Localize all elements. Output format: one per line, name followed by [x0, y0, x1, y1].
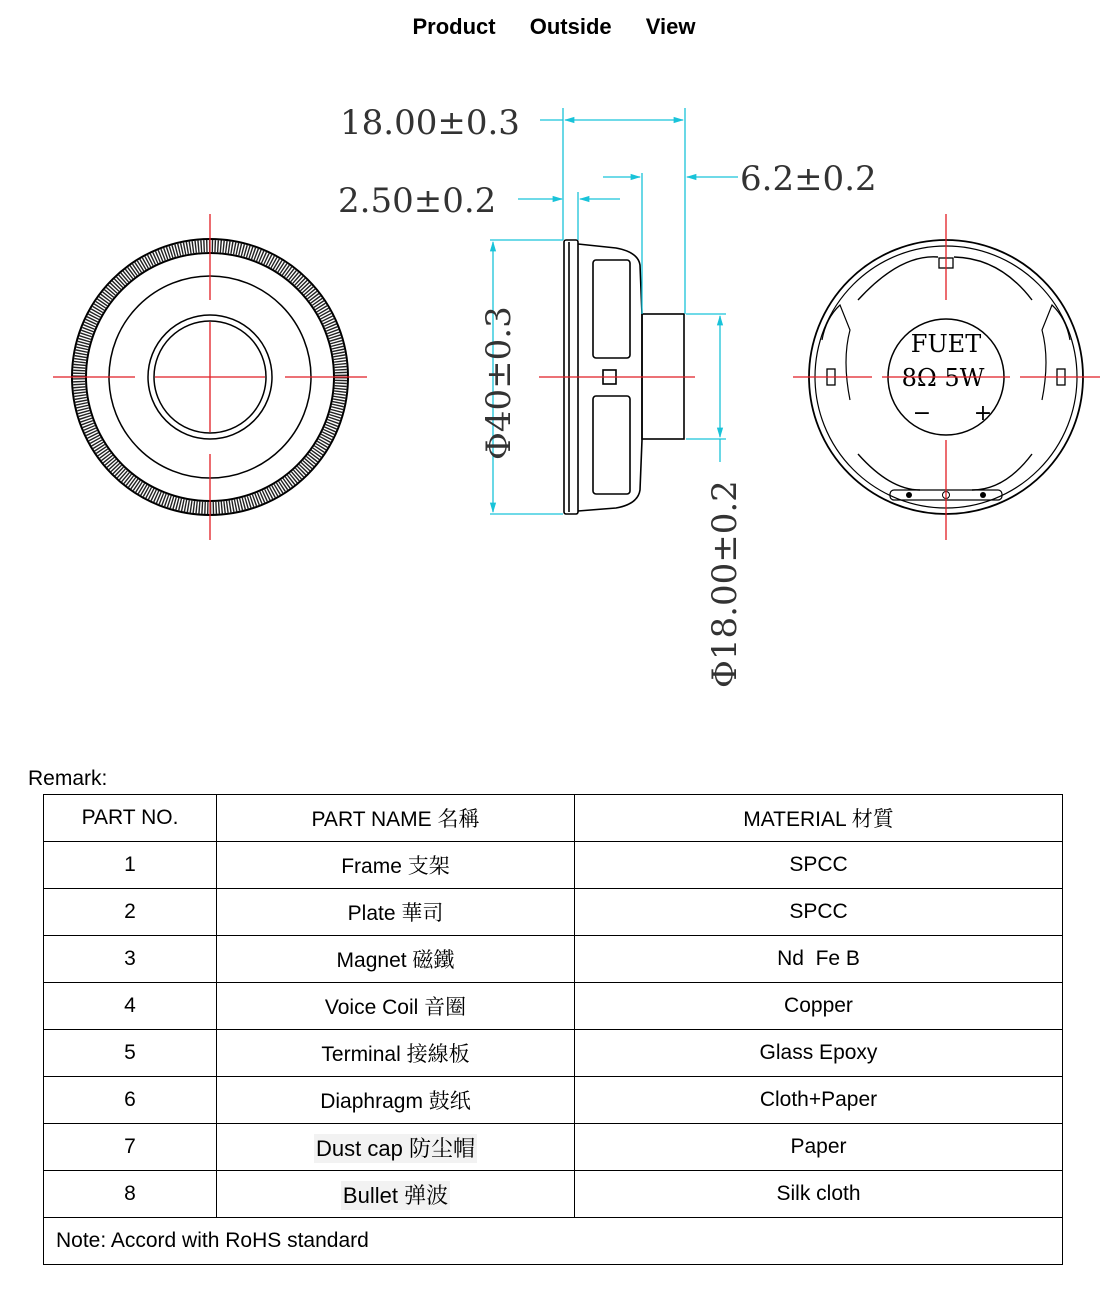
part-no-cell: 2 — [44, 889, 217, 936]
dimension-lines — [490, 108, 738, 514]
part-name-cell: Diaphragm 鼓纸 — [217, 1077, 575, 1124]
material-cell: Nd Fe B — [575, 936, 1063, 983]
table-row — [44, 983, 1063, 1030]
table-row — [44, 1030, 1063, 1077]
part-name-cell — [217, 1171, 575, 1218]
table-note-row — [44, 1218, 1063, 1265]
part-name-cell: Magnet 磁鐵 — [217, 936, 575, 983]
table-row — [44, 889, 1063, 936]
dim-magnet-height: 6.2±0.2 — [740, 159, 877, 199]
back-label-plus: + — [973, 401, 993, 426]
table-row — [44, 1077, 1063, 1124]
material-cell: SPCC — [575, 842, 1063, 889]
table-row — [44, 936, 1063, 983]
back-label-brand: FUET — [910, 330, 982, 358]
material-cell: Copper — [575, 983, 1063, 1030]
table-row — [44, 842, 1063, 889]
header-part-no: PART NO. — [44, 795, 217, 842]
rohs-note: Note: Accord with RoHS standard — [44, 1218, 1063, 1265]
part-name-cell: Voice Coil 音圈 — [217, 983, 575, 1030]
part-no-cell: 6 — [44, 1077, 217, 1124]
title-word-view: View — [645, 14, 696, 39]
part-no-cell: 8 — [44, 1171, 217, 1218]
material-cell: Silk cloth — [575, 1171, 1063, 1218]
part-name-text: Bullet 弹波 — [342, 1182, 449, 1208]
back-label-minus: − — [912, 401, 932, 426]
dim-overall-depth: 18.00±0.3 — [340, 103, 520, 143]
part-no-cell: 5 — [44, 1030, 217, 1077]
back-view — [793, 214, 1100, 540]
part-no-cell: 1 — [44, 842, 217, 889]
remark-label: Remark: — [28, 767, 108, 790]
side-view — [539, 240, 695, 514]
part-no-cell: 3 — [44, 936, 217, 983]
part-name-text: Dust cap 防尘帽 — [316, 1135, 475, 1161]
front-center-lines — [53, 214, 367, 540]
part-no-cell: 7 — [44, 1124, 217, 1171]
table-header-row — [44, 795, 1063, 842]
dim-frame-thickness: 2.50±0.2 — [338, 181, 497, 221]
parts-table — [43, 794, 1063, 1265]
part-no-cell: 4 — [44, 983, 217, 1030]
title-word-outside: Outside — [529, 14, 612, 39]
title-word-product: Product — [412, 14, 496, 39]
header-material: MATERIAL 材質 — [575, 795, 1063, 842]
dim-magnet-diameter: Φ18.00±0.2 — [705, 480, 745, 688]
material-cell: Glass Epoxy — [575, 1030, 1063, 1077]
part-name-cell: Frame 支架 — [217, 842, 575, 889]
front-view — [53, 214, 367, 540]
dim-outer-diameter: Φ40±0.3 — [479, 306, 519, 460]
part-name-cell: Plate 華司 — [217, 889, 575, 936]
material-cell: Cloth+Paper — [575, 1077, 1063, 1124]
material-cell: SPCC — [575, 889, 1063, 936]
material-cell: Paper — [575, 1124, 1063, 1171]
table-row — [44, 1171, 1063, 1218]
header-part-name: PART NAME 名稱 — [217, 795, 575, 842]
part-name-cell: Terminal 接線板 — [217, 1030, 575, 1077]
part-name-cell — [217, 1124, 575, 1171]
table-row — [44, 1124, 1063, 1171]
back-center-lines — [793, 214, 1100, 540]
back-label-rating: 8Ω 5W — [901, 364, 985, 392]
